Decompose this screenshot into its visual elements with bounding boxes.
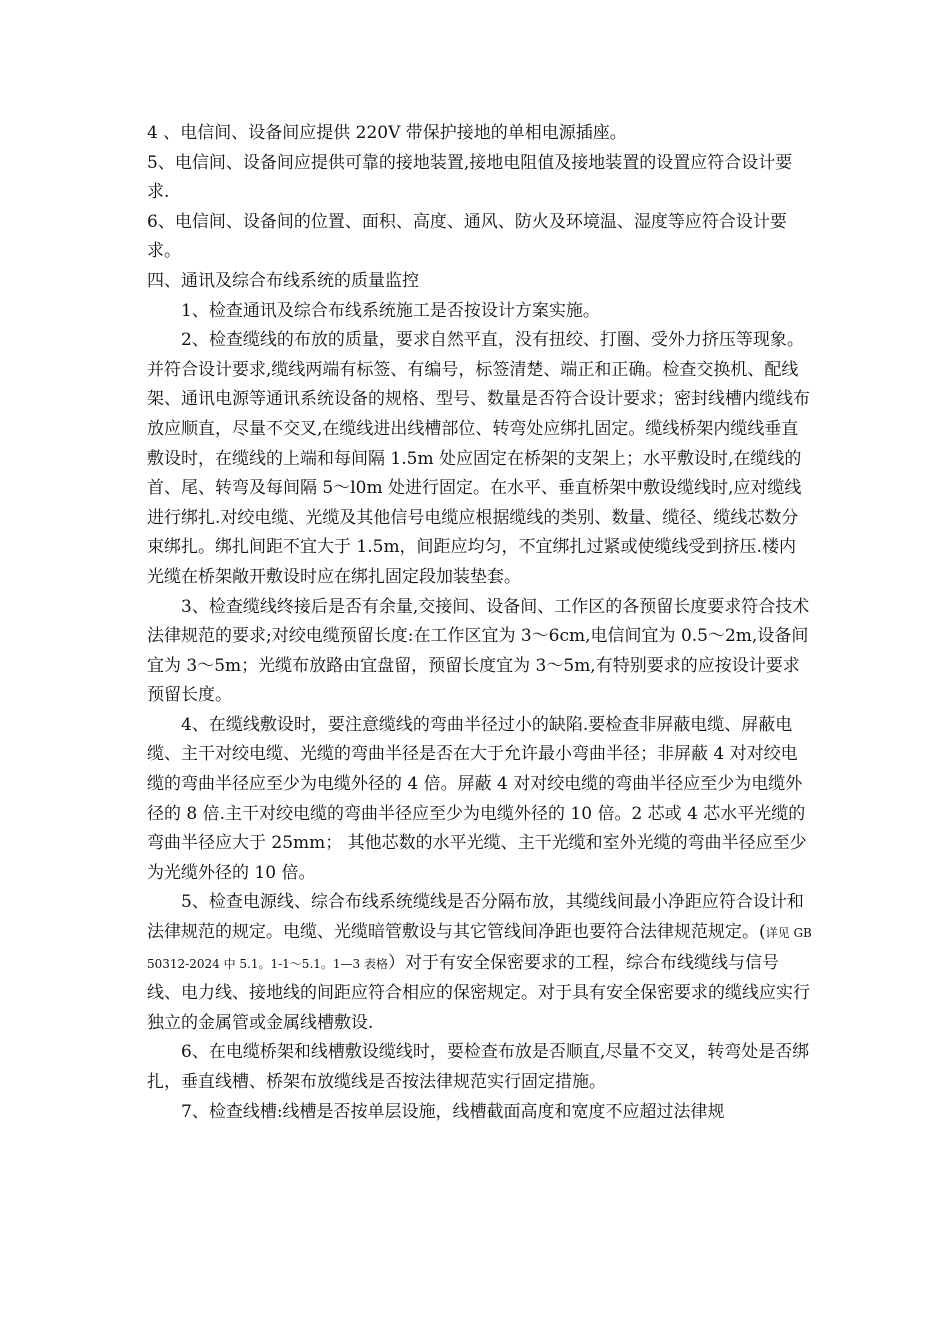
paragraph-item-5-after: ）对于有安全保密要求的工程，综合布线缆线与信号线、电力线、接地线的间距应符合相应的保密规定。对于具有安全保密要求的缆线应实行独立的金属管或金属线槽敷设. [147, 952, 810, 1033]
document-body [147, 119, 812, 1127]
standard-reference-note: 详见 GB50312-2024 中 5.1。1-1～5.1。1—3 表格 [147, 926, 812, 971]
paragraph-item-3: 3、检查缆线终接后是否有余量,交接间、设备间、工作区的各预留长度要求符合技术法律规范的要求;对绞电缆预留长度:在工作区宜为 3～6cm,电信间宜为 0.5～2m,设备间宜为 3～5m；光缆布放路由宜盘留，预留长度宜为 3～5m,有特别要求的应按设计要求预留长度。 [147, 596, 810, 706]
paragraph-item-4: 4、在缆线敷设时，要注意缆线的弯曲半径过小的缺陷.要检查非屏蔽电缆、屏蔽电缆、主干对绞电缆、光缆的弯曲半径是否在大于允许最小弯曲半径；非屏蔽 4 对对绞电缆的弯曲半径应至少为电缆外径的 4 倍。屏蔽 4 对对绞电缆的弯曲半径应至少为电缆外径的 8 倍.主干对绞电缆的弯曲半径应至少为电缆外径的 10 倍。2 芯或 4 芯水平光缆的弯曲半径应大于 25mm； 其他芯数的水平光缆、主干光缆和室外光缆的弯曲半径应至少为光缆外径的 10 倍。 [147, 714, 807, 883]
paragraph-item-5-before: 5、检查电源线、综合布线系统缆线是否分隔布放，其缆线间最小净距应符合设计和法律规范的规定。电缆、光缆暗管敷设与其它管线间净距也要符合法律规范规定。( [147, 892, 804, 943]
paragraph-item-6: 6、在电缆桥架和线槽敷设缆线时，要检查布放是否顺直,尽量不交叉，转弯处是否绑扎，垂直线槽、桥架布放缆线是否按法律规范实行固定措施。 [147, 1042, 810, 1092]
paragraph-power-socket: 4 、电信间、设备间应提供 220V 带保护接地的单相电源插座。 [147, 123, 627, 143]
paragraph-item-5 [147, 888, 812, 1038]
paragraph-item-7: 7、检查线槽:线槽是否按单层设施，线槽截面高度和宽度不应超过法律规 [181, 1101, 725, 1122]
section-heading: 四、通讯及综合布线系统的质量监控 [147, 270, 419, 291]
paragraph-room-environment: 6、电信间、设备间的位置、面积、高度、通风、防火及环境温、湿度等应符合设计要求。 [147, 211, 787, 262]
paragraph-item-1: 1、检查通讯及综合布线系统施工是否按设计方案实施。 [181, 300, 600, 321]
paragraph-grounding: 5、电信间、设备间应提供可靠的接地装置,接地电阻值及接地装置的设置应符合设计要求. [147, 152, 793, 203]
paragraph-item-2: 2、检查缆线的布放的质量，要求自然平直，没有扭绞、打圈、受外力挤压等现象。并符合设计要求,缆线两端有标签、有编号，标签清楚、端正和正确。检查交换机、配线架、通讯电源等通讯系统设备的规格、型号、数量是否符合设计要求；密封线槽内缆线布放应顺直，尽量不交叉,在缆线进出线槽部位、转弯处应绑扎固定。缆线桥架内缆线垂直敷设时，在缆线的上端和每间隔 1.5m 处应固定在桥架的支架上；水平敷设时,在缆线的首、尾、转弯及每间隔 5～l0m 处进行固定。在水平、垂直桥架中敷设缆线时,应对缆线进行绑扎.对绞电缆、光缆及其他信号电缆应根据缆线的类别、数量、缆径、缆线芯数分束绑扎。绑扎间距不宜大于 1.5m，间距应均匀，不宜绑扎过紧或使缆线受到挤压.楼内光缆在桥架敞开敷设时应在绑扎固定段加装垫套。 [147, 330, 810, 587]
